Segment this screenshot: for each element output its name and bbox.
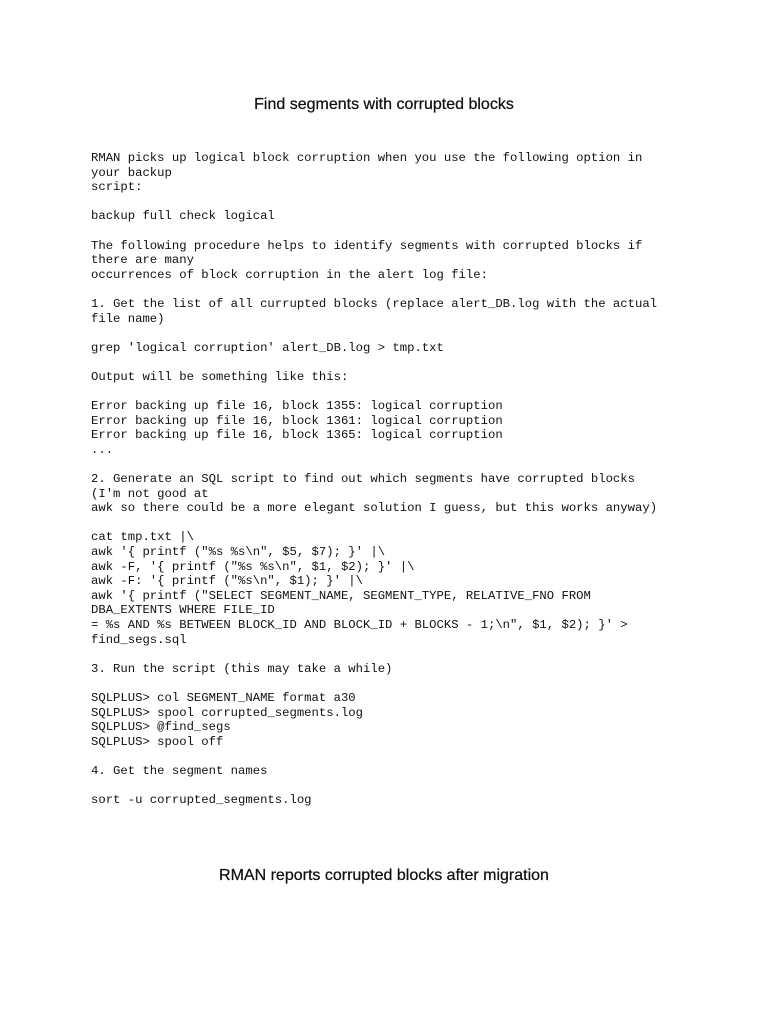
text-line: Error backing up file 16, block 1365: logical corruption [91,428,503,443]
text-line: The following procedure helps to identify segments with corrupted blocks if [91,238,643,253]
text-line: awk so there could be a more elegant solution I guess, but this works anyway) [91,501,658,516]
text-line: Output will be something like this: [91,369,349,384]
document-body [91,151,731,808]
text-line: DBA_EXTENTS WHERE FILE_ID [91,603,275,618]
text-line: awk '{ printf ("%s %s\n", $5, $7); }' |\ [91,545,386,560]
text-line: cat tmp.txt |\ [91,530,194,545]
text-line: grep 'logical corruption' alert_DB.log > tmp.txt [91,340,444,355]
blank-line [91,355,731,370]
text-line: awk -F, '{ printf ("%s %s\n", $1, $2); }' |\ [91,559,415,574]
blank-line [91,457,731,472]
text-line: SQLPLUS> col SEGMENT_NAME format a30 [91,690,356,705]
text-line: your backup [91,165,172,180]
blank-line [91,516,731,531]
text-line: 1. Get the list of all currupted blocks (replace alert_DB.log with the actual [91,296,658,311]
text-line: sort -u corrupted_segments.log [91,793,312,808]
text-line: script: [91,180,143,195]
text-line: SQLPLUS> @find_segs [91,720,231,735]
text-line: 2. Generate an SQL script to find out which segments have corrupted blocks [91,472,635,487]
text-line: SQLPLUS> spool off [91,734,224,749]
text-line: = %s AND %s BETWEEN BLOCK_ID AND BLOCK_ID + BLOCKS - 1;\n", $1, $2); }' > [91,618,628,632]
text-line: occurrences of block corruption in the alert log file: [91,267,488,282]
text-line: Error backing up file 16, block 1355: logical corruption [91,399,503,414]
blank-line [91,326,731,341]
text-line: find_segs.sql [91,632,187,647]
blank-line [91,676,731,691]
blank-line [91,647,731,662]
blank-line [91,282,731,297]
text-line: RMAN picks up logical block corruption when you use the following option in [91,151,643,165]
text-line: (I'm not good at [91,486,209,501]
blank-line [91,195,731,210]
next-section-title: RMAN reports corrupted blocks after migration [219,867,549,884]
text-line: Error backing up file 16, block 1361: logical corruption [91,413,503,428]
blank-line [91,385,731,400]
text-line: awk -F: '{ printf ("%s\n", $1); }' |\ [91,574,363,589]
text-line: 3. Run the script (this may take a while) [91,661,393,676]
text-line: ... [91,442,114,457]
text-line: there are many [91,253,194,268]
blank-line [91,224,731,239]
text-line: file name) [91,311,165,326]
blank-line [91,749,731,764]
text-line: awk '{ printf ("SELECT SEGMENT_NAME, SEGMENT_TYPE, RELATIVE_FNO FROM [91,588,591,603]
text-line: SQLPLUS> spool corrupted_segments.log [91,705,363,720]
blank-line [91,779,731,794]
text-line: backup full check logical [91,209,275,224]
page-title: Find segments with corrupted blocks [254,96,514,113]
text-line: 4. Get the segment names [91,763,268,778]
